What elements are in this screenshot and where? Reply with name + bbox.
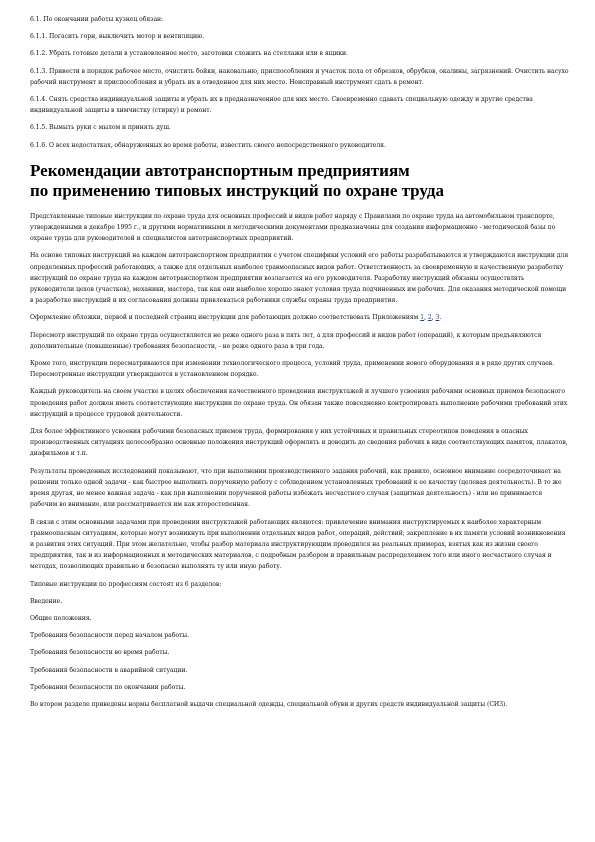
section-list-item: Требования безопасности по окончании работы. bbox=[30, 683, 186, 691]
intro-line-2: 6.1.1. Погасить горн, выключить мотор и вентиляцию. bbox=[30, 33, 205, 41]
appendix-link-3[interactable]: 3 bbox=[435, 314, 440, 322]
appendix-note-suffix: . bbox=[439, 314, 442, 322]
paragraph: Во втором разделе приведены нормы бесплатной выдачи специальной одежды, специальной обуви и других средств индивидуальной защиты (СИЗ). bbox=[30, 700, 508, 708]
paragraph: Для более эффективного усвоения рабочими безопасных приемов труда, формирования у них устойчивых и правильных стереотипов поведения в опасных производственных ситуациях целесообразно основные положения инструкций оформлять и доводить до сведения рабочих в виде соответствующих памяток, плакатов, диафильмов и т.п. bbox=[30, 428, 568, 458]
intro-line-4: 6.1.3. Привести в порядок рабочее место, очистить бойки, наковальню, приспособления и участок пола от обрезков, обрубков, окалины, загрязнений. Очистить насухо рабочий инструмент и приспособления и убрать их в отведенное для них место. Неисправный инструмент сдать в ремонт. bbox=[30, 67, 569, 86]
intro-line-6: 6.1.5. Вымыть руки с мылом и принять душ. bbox=[30, 124, 171, 132]
paragraph: Кроме того, инструкции пересматриваются при изменении технологического процесса, условий труда, применении нового оборудования и в ряде других случаев. Пересмотренные инструкции утверждаются в установленном порядке. bbox=[30, 360, 555, 379]
heading-line-2: по применению типовых инструкций по охране труда bbox=[30, 180, 444, 200]
heading-line-1: Рекомендации автотранспортным предприятиям bbox=[30, 160, 410, 180]
document-page bbox=[30, 14, 570, 710]
appendix-separator: , bbox=[424, 314, 428, 322]
paragraph: Пересмотр инструкций по охране труда осуществляется не реже одного раза в пять лет, а для профессий и видов работ (операций), к которым предъявляются дополнительные (повышенные) требования безопасности, - не реже одного раза в три года. bbox=[30, 331, 542, 350]
appendix-note bbox=[30, 312, 570, 323]
appendix-note-prefix: Оформление обложки, первой и последней страниц инструкции для работающих должно соответствовать Приложениям bbox=[30, 314, 421, 322]
paragraph: На основе типовых инструкций на каждом автотранспортном предприятии с учетом специфики условий его работы разрабатываются и утверждаются инструкции для определенных профессий работающих, а также для отдельных наиболее травмоопасных видов работ. Ответственность за своевременную и качественную разработку инструкций по охране труда на каждом автотранспортном предприятии возлагается на его руководителя. Разработку инструкций обязаны осуществлять руководители цехов (участков), механики, мастера, так как они наиболее хорошо знают условия труда подчиненных им рабочих. Для оказания методической помощи в разработке инструкций и их согласования должны привлекаться работники службы охраны труда предприятия. bbox=[30, 252, 569, 305]
intro-line-7: 6.1.6. О всех недостатках, обнаруженных во время работы, известить своего непосредственного руководителя. bbox=[30, 141, 386, 149]
paragraph: Результаты проведенных исследований показывают, что при выполнении производственного задания рабочий, как правило, основное внимание сосредоточивает на решении только одной задачи - как быстрее выполнить порученную работу с соблюдением установленных требований к ее качеству (целевая деятельность). В то же время другая, не менее важная задача - как при выполнении порученной работы избежать несчастного случая (защитная деятельность) - или не принимается рабочим во внимание, или рассматривается им как второстепенная. bbox=[30, 467, 562, 509]
section-heading bbox=[30, 161, 570, 201]
section-list-item: Требования безопасности в аварийной ситуации. bbox=[30, 666, 188, 674]
appendix-separator: , bbox=[431, 314, 436, 322]
section-list-item: Требования безопасности перед началом работы. bbox=[30, 632, 189, 640]
paragraph: Каждый руководитель на своем участке в целях обеспечения качественного проведения инструктажей и лучшего усвоения рабочими основных приемов безопасного проведения работ должен иметь соответствующие инструкции по охране труда. Он обязан также повседневно контролировать выполнение рабочими требований этих инструкций в процессе трудовой деятельности. bbox=[30, 388, 568, 418]
paragraph: Представленные типовые инструкции по охране труда для основных профессий и видов работ наряду с Правилами по охране труда на автомобильном транспорте, утвержденными в декабре 1995 г., и другими нормативными и методическими документами предназначены для создания информационно - методической базы по охране труда для руководителей и специалистов автотранспортных предприятий. bbox=[30, 212, 556, 243]
intro-line-3: 6.1.2. Убрать готовые детали в установленное место, заготовки сложить на стеллажи или в ящики. bbox=[30, 50, 348, 58]
paragraph: Типовые инструкции по профессиям состоят из 6 разделов: bbox=[30, 580, 222, 588]
intro-line-5: 6.1.4. Снять средства индивидуальной защиты и убрать их в предназначенное для них место. Своевременно сдавать специальную одежду и другие средства индивидуальной защиты в химчистку (стирку) и ремонт. bbox=[30, 96, 533, 115]
section-list-item: Общие положения. bbox=[30, 614, 92, 622]
appendix-link-2[interactable]: 2 bbox=[427, 314, 432, 322]
paragraph: В связи с этим основными задачами при проведении инструктажей работающих являются: привлечение внимания инструктируемых к наиболее характерным травмоопасным ситуациям, которые могут возникнуть при выполнении отдельных видов работ, операций, действий; закрепление в их памяти условий возникновения и развития этих ситуаций. При этом желательно, чтобы разбор материала инструктирующим проводился на реальных примерах, взятых как из жизни своего предприятия, так и из информационных и методических материалов, с подробным разбором и правильным распределением того или иного несчастного случая и методах, позволяющих правильно и безопасно выполнять ту или иную работу. bbox=[30, 518, 566, 571]
section-list-item: Требования безопасности во время работы. bbox=[30, 649, 170, 657]
section-list-item: Введение. bbox=[30, 597, 63, 605]
appendix-link-1[interactable]: 1 bbox=[420, 314, 425, 322]
intro-line-1: 6.1. По окончании работы кузнец обязан: bbox=[30, 16, 164, 23]
